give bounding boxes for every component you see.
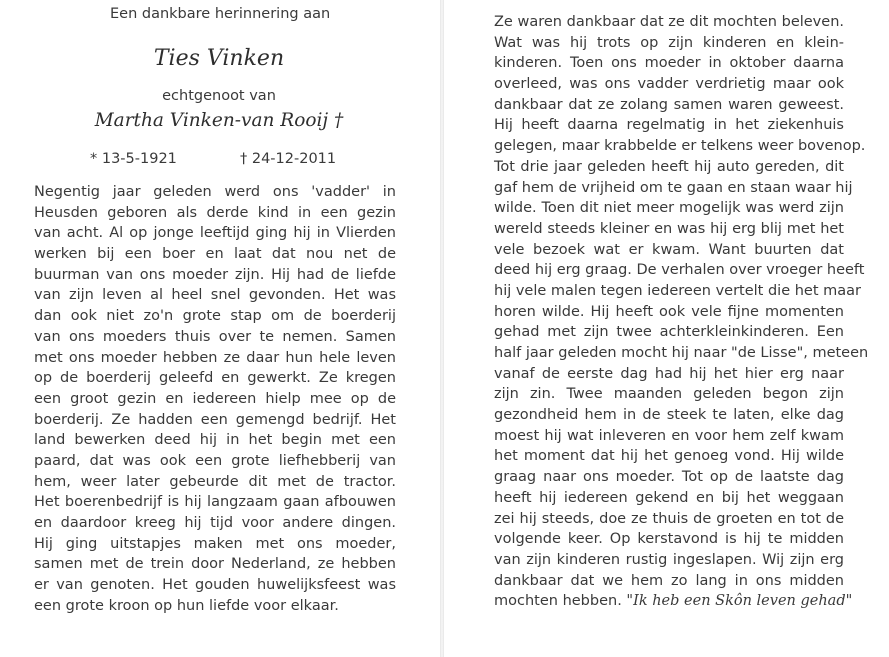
deceased-name: Ties Vinken xyxy=(153,46,285,71)
body-line: van zijn leven al heel snel gevonden. Het was xyxy=(34,287,396,304)
body-line: Negentig jaar geleden werd ons 'vadder' in xyxy=(34,184,396,200)
body-line: wereld steeds kleiner en was hij erg blij met het xyxy=(494,220,844,237)
body-line: werken bij een boer en laat dat nou net de xyxy=(34,246,396,263)
body-line: Hij heeft daarna regelmatig in het ziekenhuis xyxy=(494,117,844,134)
body-line: gezondheid hem in de steek te laten, elke dag xyxy=(494,407,844,424)
body-line: Hij ging uitstapjes maken met ons moeder, xyxy=(34,535,396,552)
body-line: overleed, was ons vadder verdrietig maar ook xyxy=(494,76,844,93)
body-line: en daardoor kreeg hij tijd voor andere dingen. xyxy=(34,515,396,531)
body-line: zijn zin. Twee maanden geleden begon zijn xyxy=(494,386,844,403)
body-line: Het boerenbedrijf is hij langzaam gaan afbouwen xyxy=(34,494,396,511)
body-line: Tot drie jaar geleden heeft hij auto gereden, dit xyxy=(494,158,844,175)
body-line: vele bezoek wat er kwam. Want buurten dat xyxy=(494,241,844,258)
spouse-name: Martha Vinken-van Rooij † xyxy=(94,110,344,131)
body-line: land bewerken deed hij in het begin met een xyxy=(34,432,396,449)
body-line: volgende keer. Op kerstavond is hij te midden xyxy=(494,531,844,548)
final-line xyxy=(494,591,853,612)
intro-text: Een dankbare herinnering aan xyxy=(110,6,331,22)
fold-divider xyxy=(440,0,444,657)
body-line: vanaf de eerste dag had hij het hier erg naar xyxy=(494,365,844,382)
body-line: moest hij wat inleveren en voor hem zelf kwam xyxy=(494,427,844,444)
body-line: Wat was hij trots op zijn kinderen en klein- xyxy=(494,34,844,51)
closing-quote: "Ik heb een Skôn leven gehad" xyxy=(626,593,853,610)
body-line: heeft hij iedereen gekend en bij het weggaan xyxy=(494,489,844,506)
body-line: gelegen, maar krabbelde er telkens weer bovenop. xyxy=(494,138,866,155)
death-date: † 24-12-2011 xyxy=(240,151,337,167)
spouse-label: echtgenoot van xyxy=(162,88,276,104)
body-line: van zijn kinderen rustig ingeslapen. Wij zijn erg xyxy=(494,551,844,568)
body-line: horen wilde. Hij heeft ook vele fijne momenten xyxy=(494,303,844,320)
left-body-text xyxy=(34,182,396,616)
body-line: buurman van ons moeder zijn. Hij had de liefde xyxy=(34,266,396,283)
body-line: hem, weer later gebeurde dit met de tractor. xyxy=(34,473,396,490)
body-line: er van genoten. Het gouden huwelijksfeest was xyxy=(34,577,396,594)
body-line: wilde. Toen dit niet meer mogelijk was werd zijn xyxy=(494,200,844,217)
birth-date: * 13-5-1921 xyxy=(90,151,177,167)
body-line: dankbaar dat ze zolang samen waren geweest. xyxy=(494,96,844,113)
body-line: Heusden geboren als derde kind in een gezin xyxy=(34,204,396,221)
body-line: van ons moeders thuis over te nemen. Samen xyxy=(34,328,396,345)
body-line: zei hij steeds, doe ze thuis de groeten en tot de xyxy=(494,510,844,527)
body-line: paard, dat was ook een grote liefhebberij van xyxy=(34,452,396,469)
body-line: hij vele malen tegen iedereen vertelt die het maar xyxy=(494,282,861,299)
body-line: gehad met zijn twee achterkleinkinderen. Een xyxy=(494,324,844,341)
body-line: kinderen. Toen ons moeder in oktober daarna xyxy=(494,55,844,72)
body-line: gaf hem de vrijheid om te gaan en staan waar hij xyxy=(494,179,853,196)
body-line: op de boerderij geleefd en gewerkt. Ze kregen xyxy=(34,370,396,387)
body-line: boerderij. Ze hadden een gemengd bedrijf. Het xyxy=(34,411,396,428)
body-line: samen met de trein door Nederland, ze hebben xyxy=(34,556,396,573)
body-line: met ons moeder hebben ze daar hun hele leven xyxy=(34,349,396,366)
right-body-text xyxy=(494,12,869,612)
body-line: een groot gezin en iedereen hielp mee op de xyxy=(34,390,396,407)
body-line: Ze waren dankbaar dat ze dit mochten beleven. xyxy=(494,14,844,30)
body-line: van acht. Al op jonge leeftijd ging hij in Vlierden xyxy=(34,225,396,242)
final-line-text: mochten hebben. xyxy=(494,593,622,610)
body-line: dankbaar dat we hem zo lang in ons midden xyxy=(494,572,844,589)
body-line: deed hij erg graag. De verhalen over vroeger heeft xyxy=(494,262,865,279)
body-line: half jaar geleden mocht hij naar "de Lisse", meteen xyxy=(494,345,869,361)
body-line: het moment dat hij het genoeg vond. Hij wilde xyxy=(494,448,844,465)
body-line: een grote kroon op hun liefde voor elkaar. xyxy=(34,597,339,614)
body-line: dan ook niet zo'n grote stap om de boerderij xyxy=(34,308,396,325)
body-line: graag naar ons moeder. Tot op de laatste dag xyxy=(494,469,844,486)
